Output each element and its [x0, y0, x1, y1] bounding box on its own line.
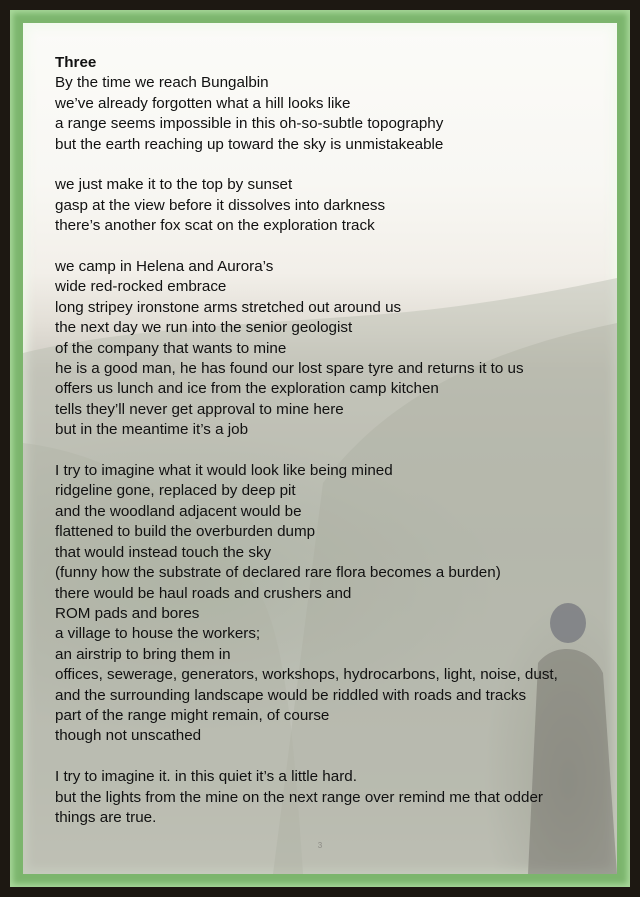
stanza-break — [55, 155, 595, 175]
poem-line: though not unscathed — [55, 727, 202, 745]
poem-line: he is a good man, he has found our lost spare tyre and returns it to us — [55, 360, 524, 378]
poem-line: and the surrounding landscape would be riddled with roads and tracks — [55, 686, 527, 704]
poem-line: but the lights from the mine on the next range over remind me that odder — [55, 788, 543, 806]
stanza-break — [55, 747, 595, 767]
poem-line: we’ve already forgotten what a hill looks like — [55, 94, 351, 112]
poem-line: we camp in Helena and Aurora’s — [55, 258, 274, 276]
poem-line: an airstrip to bring them in — [55, 645, 231, 663]
poem-line: wide red-rocked embrace — [55, 278, 227, 296]
poem-line: there would be haul roads and crushers and — [55, 584, 352, 602]
poem-line: offers us lunch and ice from the exploration camp kitchen — [55, 380, 439, 398]
poem-line: I try to imagine it. in this quiet it’s a little hard. — [55, 768, 357, 786]
poem-line: I try to imagine what it would look like being mined — [55, 462, 393, 480]
poem-line: offices, sewerage, generators, workshops, hydrocarbons, light, noise, dust, — [55, 666, 558, 684]
page-number: 3 — [317, 841, 323, 850]
poem-page — [23, 23, 617, 874]
poem-body — [55, 73, 595, 828]
stanza — [55, 175, 595, 236]
stanza — [55, 257, 595, 441]
stanza-break — [55, 441, 595, 461]
poem-line: and the woodland adjacent would be — [55, 502, 302, 520]
poem-line: (funny how the substrate of declared rare flora becomes a burden) — [55, 564, 501, 582]
poem-line: gasp at the view before it dissolves into darkness — [55, 196, 386, 214]
poem-line: a village to house the workers; — [55, 625, 261, 643]
poem-line: things are true. — [55, 808, 157, 826]
stanza — [55, 461, 595, 747]
poem-line: ridgeline gone, replaced by deep pit — [55, 482, 296, 500]
poem-line: we just make it to the top by sunset — [55, 176, 293, 194]
poem-line: part of the range might remain, of course — [55, 706, 330, 724]
poem-line: the next day we run into the senior geologist — [55, 319, 353, 337]
poem-title: Three — [55, 54, 97, 71]
poem-line: of the company that wants to mine — [55, 339, 287, 357]
poem-line: but the earth reaching up toward the sky is unmistakeable — [55, 135, 444, 153]
poem-line: tells they’ll never get approval to mine here — [55, 400, 344, 418]
poem — [55, 53, 595, 828]
stanza — [55, 73, 595, 155]
poem-line: flattened to build the overburden dump — [55, 523, 316, 541]
poem-line: there’s another fox scat on the exploration track — [55, 217, 375, 235]
stanza-break — [55, 237, 595, 257]
poem-line: By the time we reach Bungalbin — [55, 74, 269, 92]
poem-line: long stripey ironstone arms stretched out around us — [55, 298, 402, 316]
poem-line: a range seems impossible in this oh-so-subtle topography — [55, 115, 444, 133]
poem-line: but in the meantime it’s a job — [55, 421, 249, 439]
poem-line: ROM pads and bores — [55, 604, 200, 622]
poem-line: that would instead touch the sky — [55, 543, 272, 561]
stanza — [55, 767, 595, 828]
